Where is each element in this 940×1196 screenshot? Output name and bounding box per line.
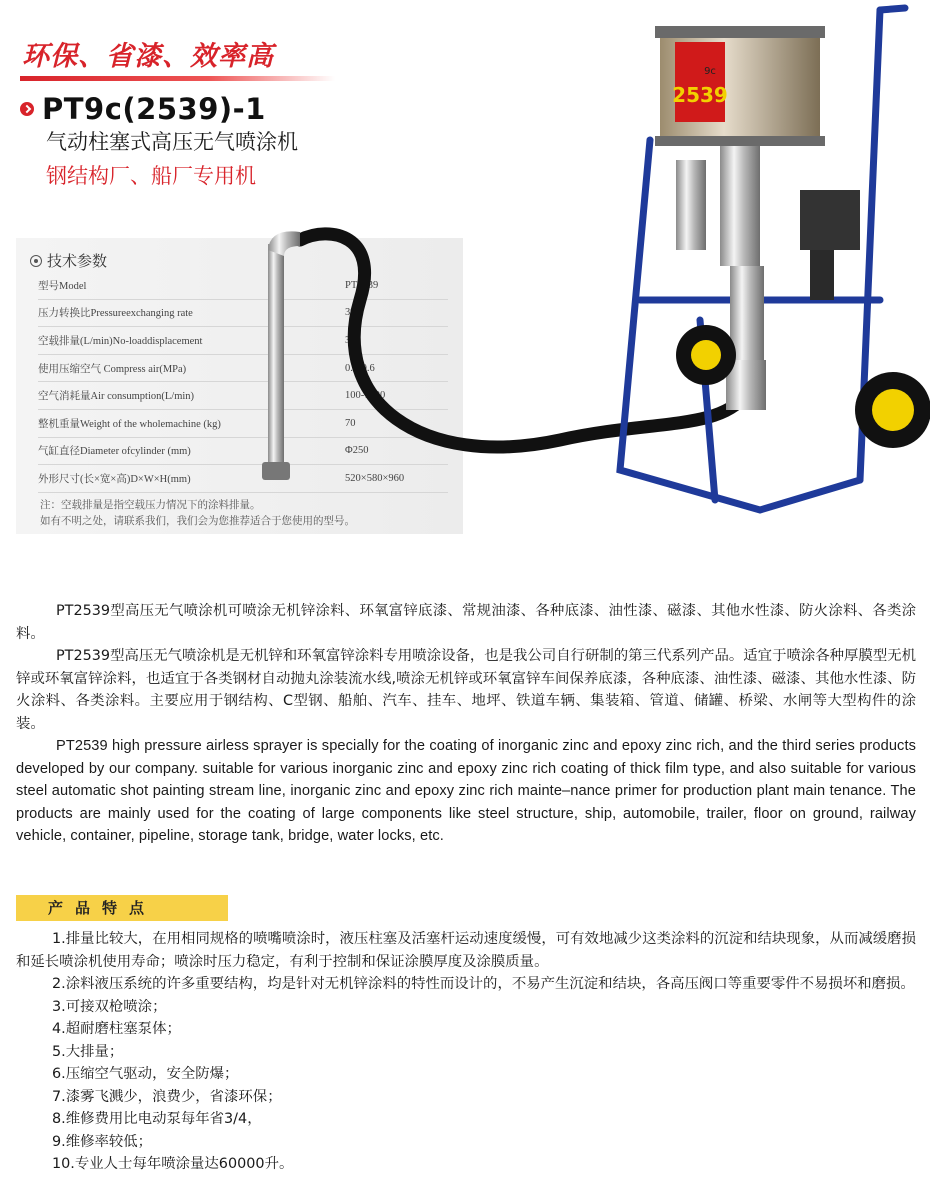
spec-value: 520×580×960: [293, 465, 448, 493]
features-heading: 产品特点: [16, 895, 228, 921]
spec-label: 空气消耗量Air consumption(L/min): [38, 382, 293, 410]
model-number: PT9c(2539)-1: [42, 92, 266, 126]
spec-label: 压力转换比Pressureexchanging rate: [38, 299, 293, 327]
description-paragraph: PT2539型高压无气喷涂机可喷涂无机锌涂料、环氧富锌底漆、常规油漆、各种底漆、油性漆、磁漆、其他水性漆、防火涂料、各类涂料。: [16, 603, 916, 642]
spec-label: 外形尺寸(长×宽×高)D×W×H(mm): [38, 465, 293, 493]
list-item: 8.维修费用比电动泵每年省3/4，: [52, 1111, 262, 1127]
spec-value: 35: [293, 327, 448, 355]
list-item: 7.漆雾飞溅少，浪费少，省漆环保；: [52, 1088, 282, 1105]
sprayer-machine-image: [230, 0, 930, 530]
list-item: 5.大排量；: [52, 1043, 124, 1060]
spec-label: 气缸直径Diameter ofcylinder (mm): [38, 437, 293, 465]
spec-value: PT2539: [293, 272, 448, 299]
spec-value: 39:1: [293, 299, 448, 327]
spec-label: 整机重量Weight of the wholemachine (kg): [38, 409, 293, 437]
spec-heading-label: 技术参数: [47, 252, 108, 270]
list-item: 9.维修率较低；: [52, 1133, 153, 1150]
list-item: 4.超耐磨柱塞泵体；: [52, 1021, 181, 1037]
target-icon: [30, 255, 42, 267]
product-application: 钢结构厂、船厂专用机: [46, 164, 256, 188]
description-paragraph-english: PT2539 high pressure airless sprayer is specially for the coating of inorganic zinc and epoxy zinc rich, and the third series products developed by our company. suitable for various inorganic zinc and epoxy zinc rich coating of thick film type, and also suitable for various steel automatic shot painting stream line, inorganic zinc and epoxy zinc rich mainte–nance primer for production plant main tenance. The products are mainly used for the coating of large components like steel structure, ship, automobile, trailer, floor on ground, railway vehicle, container, pipeline, storage tank, bridge, water locks, etc.: [16, 738, 916, 844]
spec-label: 使用压缩空气 Compress air(MPa): [38, 354, 293, 382]
features-list: [16, 928, 916, 1176]
slogan-heading: 环保、省漆、效率高: [22, 41, 274, 72]
product-description: [16, 600, 916, 848]
list-item: 1.排量比较大，在用相同规格的喷嘴喷涂时，液压柱塞及活塞杆运动速度缓慢，可有效地减少这类涂料的沉淀和结块现象，从而减缓磨损和延长喷涂机使用寿命；喷涂时压力稳定，有利于控制和保证涂膜厚度及涂膜质量。: [16, 931, 916, 970]
list-item: 3.可接双枪喷涂；: [52, 998, 167, 1015]
spec-label: 空载排量(L/min)No-loaddisplacement: [38, 327, 293, 355]
list-item: 6.压缩空气驱动，安全防爆；: [52, 1066, 239, 1082]
list-item: 10.专业人士每年喷涂量达60000升。: [52, 1156, 294, 1172]
spec-value: 0.3-0.6: [293, 354, 448, 382]
spec-note-line: 注：空载排量是指空载压力情况下的涂料排量。: [40, 500, 261, 511]
spec-value: 100-1000: [293, 382, 448, 410]
machine-badge: 2539: [672, 83, 728, 107]
spec-value: 70: [293, 409, 448, 437]
model-title-row: [20, 92, 266, 126]
spec-value: Φ250: [293, 437, 448, 465]
spec-note-line: 如有不明之处，请联系我们，我们会为您推荐适合于您使用的型号。: [40, 516, 355, 527]
machine-small-label: 9c: [704, 66, 716, 77]
spec-heading: [30, 250, 107, 271]
description-paragraph: PT2539型高压无气喷涂机是无机锌和环氧富锌涂料专用喷涂设备，也是我公司自行研制的第三代系列产品。适宜于喷涂各种厚膜型无机锌或环氧富锌涂料，也适宜于各类钢材自动抛丸涂装流水线,喷涂无机锌或环氧富锌车间保养底漆，各种底漆、油性漆、磁漆、其他水性漆、防火涂料、各类涂料。主要应用于钢结构、C型钢、船舶、汽车、挂车、地坪、铁道车辆、集装箱、管道、储罐、桥梁、水闸等大型构件的涂装。: [16, 648, 916, 732]
spec-label: 型号Model: [38, 272, 293, 299]
product-subtitle: 气动柱塞式高压无气喷涂机: [46, 130, 298, 154]
list-item: 2.涂料液压系统的许多重要结构，均是针对无机锌涂料的特性而设计的，不易产生沉淀和结块，各高压阀口等重要零件不易损坏和磨损。: [52, 976, 915, 992]
chevron-right-icon: [20, 102, 34, 116]
